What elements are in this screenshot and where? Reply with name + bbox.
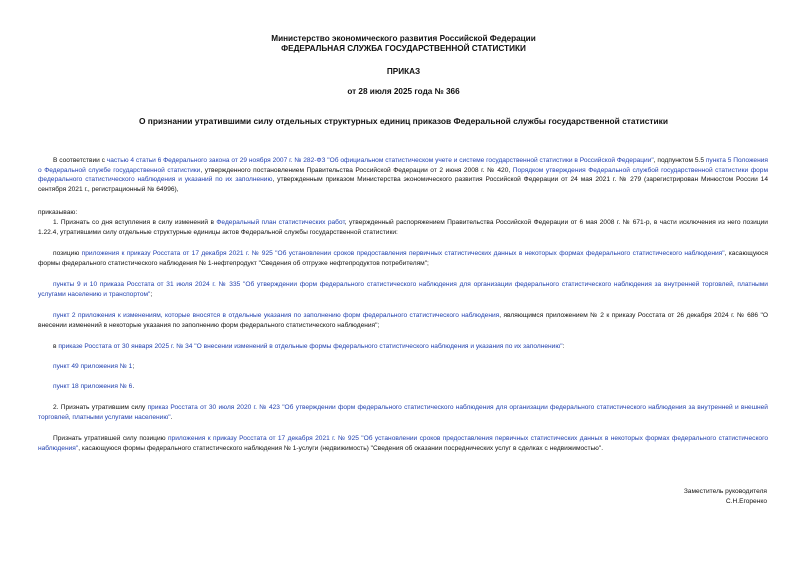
preamble-paragraph: [38, 156, 768, 194]
item-8-text-2: .: [170, 413, 173, 421]
item-1-text-2: , утвержденный распоряжением Правительства Российской Федерации от 6 мая 2008 г. № 671-р, в части исключения из него позиции 1.22.4, утратившими силу отдельные структурные единицы актов Федеральной службы государственной статистики:: [38, 219, 768, 236]
item-point-49-paragraph: [38, 362, 768, 372]
service-name: ФЕДЕРАЛЬНАЯ СЛУЖБА ГОСУДАРСТВЕННОЙ СТАТИСТИКИ: [281, 44, 526, 53]
rosstat-regulation-link[interactable]: пункта 5 Положения о Федеральной службе государственной статистики: [38, 157, 768, 174]
item-8-text-1: 2. Признать утратившим силу: [53, 404, 148, 411]
order-423-link[interactable]: приказ Росстата от 30 июля 2020 г. № 423 "Об утверждении форм федерального статистического наблюдения для организации федерального статистического наблюдения за внутренней и внешней торговлей, платными услугами населению": [38, 404, 768, 421]
signer-position: Заместитель руководителя: [683, 488, 767, 495]
item-2-text-1: позицию: [53, 250, 82, 257]
item-7-text-1: .: [132, 383, 135, 390]
order-335-link[interactable]: пункты 9 и 10 приказа Росстата от 31 июля 2024 г. № 335 "Об утверждении форм федерального статистического наблюдения для организации федерального статистического наблюдения за внутренней торговлей, платными услугами населению и транспортом": [38, 281, 768, 298]
item-order-335-paragraph: [38, 280, 768, 299]
law-282-fz-link[interactable]: частью 4 статьи 6 Федерального закона от 29 ноября 2007 г. № 282-ФЗ "Об официальном статистическом учете и системе государственной статистики в Российской Федерации": [106, 157, 654, 164]
order-34-link[interactable]: приказе Росстата от 30 января 2025 г. № 34 "О внесении изменений в отдельные формы федерального статистического наблюдения и указания по их заполнению": [58, 343, 563, 350]
document-type: ПРИКАЗ: [386, 67, 421, 76]
preamble-text-3: , утвержденного постановлением Правительства Российской Федерации от 2 июня 2008 г. № 420,: [200, 166, 513, 174]
item-6-text-1: ;: [132, 363, 135, 370]
item-5-text-1: в: [53, 343, 59, 350]
item-position-925-paragraph: [38, 249, 768, 268]
order-925-link[interactable]: приложения к приказу Росстата от 17 декабря 2021 г. № 925 "Об установлении сроков предоставления первичных статистических данных в некоторых формах федерального статистического наблюдения": [81, 250, 725, 257]
preamble-text-1: В соответствии с: [53, 157, 107, 164]
item-1-text-1: 1. Признать со дня вступления в силу изменений в: [53, 219, 217, 226]
document-date-number: от 28 июля 2025 года № 366: [347, 87, 460, 96]
item-9-text-1: Признать утратившей силу позицию: [53, 435, 168, 442]
preamble-text-4: , утвержденным приказом Министерства экономического развития Российской Федерации от 24 мая 2021 г. № 279 (зарегистрирован Минюстом России 14 сентября 2021 г., регистрационный № 64996),: [38, 176, 769, 193]
preamble-text-2: , подпунктом 5.5: [653, 157, 706, 164]
item-1-paragraph: [38, 218, 768, 237]
item-point-18-paragraph: [38, 382, 768, 392]
orders-label: приказываю:: [38, 209, 78, 216]
point-49-link[interactable]: пункт 49 приложения № 1: [53, 363, 133, 370]
order-686-link[interactable]: пункт 2 приложения к изменениям, которые вносятся в отдельные указания по заполнению форм федерального статистического наблюдения: [53, 312, 500, 319]
document-title: О признании утратившими силу отдельных структурных единиц приказов Федеральной службы государственной статистики: [138, 116, 669, 126]
item-position-925-services-paragraph: [38, 434, 768, 453]
item-2-paragraph: [38, 403, 768, 422]
signature-block: [684, 487, 767, 506]
order-925-appendix-link[interactable]: приложения к приказу Росстата от 17 декабря 2021 г. № 925 "Об установлении сроков предоставления первичных статистических данных в некоторых формах федерального статистического наблюдения": [38, 435, 768, 452]
item-5-text-2: :: [562, 343, 565, 350]
signer-name: С.Н.Егоренко: [725, 497, 767, 505]
ministry-name: Министерство экономического развития Российской Федерации: [271, 34, 536, 43]
item-3-text-1: ;: [150, 290, 153, 298]
item-9-text-2: , касающуюся формы федерального статистического наблюдения № 1-услуги (недвижимость) "Сведения об оказании посреднических услуг в сделках с недвижимостью".: [78, 444, 604, 452]
federal-plan-link[interactable]: Федеральный план статистических работ: [216, 219, 345, 226]
item-order-686-paragraph: [38, 311, 768, 330]
item-4-text-1: , являющимся приложением № 2 к приказу Росстата от 26 декабря 2024 г. № 686 "О внесении изменений в некоторые указания по заполнению форм федерального статистического наблюдения";: [38, 312, 768, 329]
point-18-link[interactable]: пункт 18 приложения № 6: [53, 383, 133, 390]
item-2-text-2: , касающуюся формы федерального статистического наблюдения № 1-нефтепродукт "Сведения об отгрузке нефтепродуктов потребителям";: [38, 250, 768, 267]
item-order-34-paragraph: [38, 342, 768, 352]
approval-procedure-link[interactable]: Порядком утверждения Федеральной службой государственной статистики форм федерального статистического наблюдения и указаний по их заполнению: [38, 166, 769, 184]
